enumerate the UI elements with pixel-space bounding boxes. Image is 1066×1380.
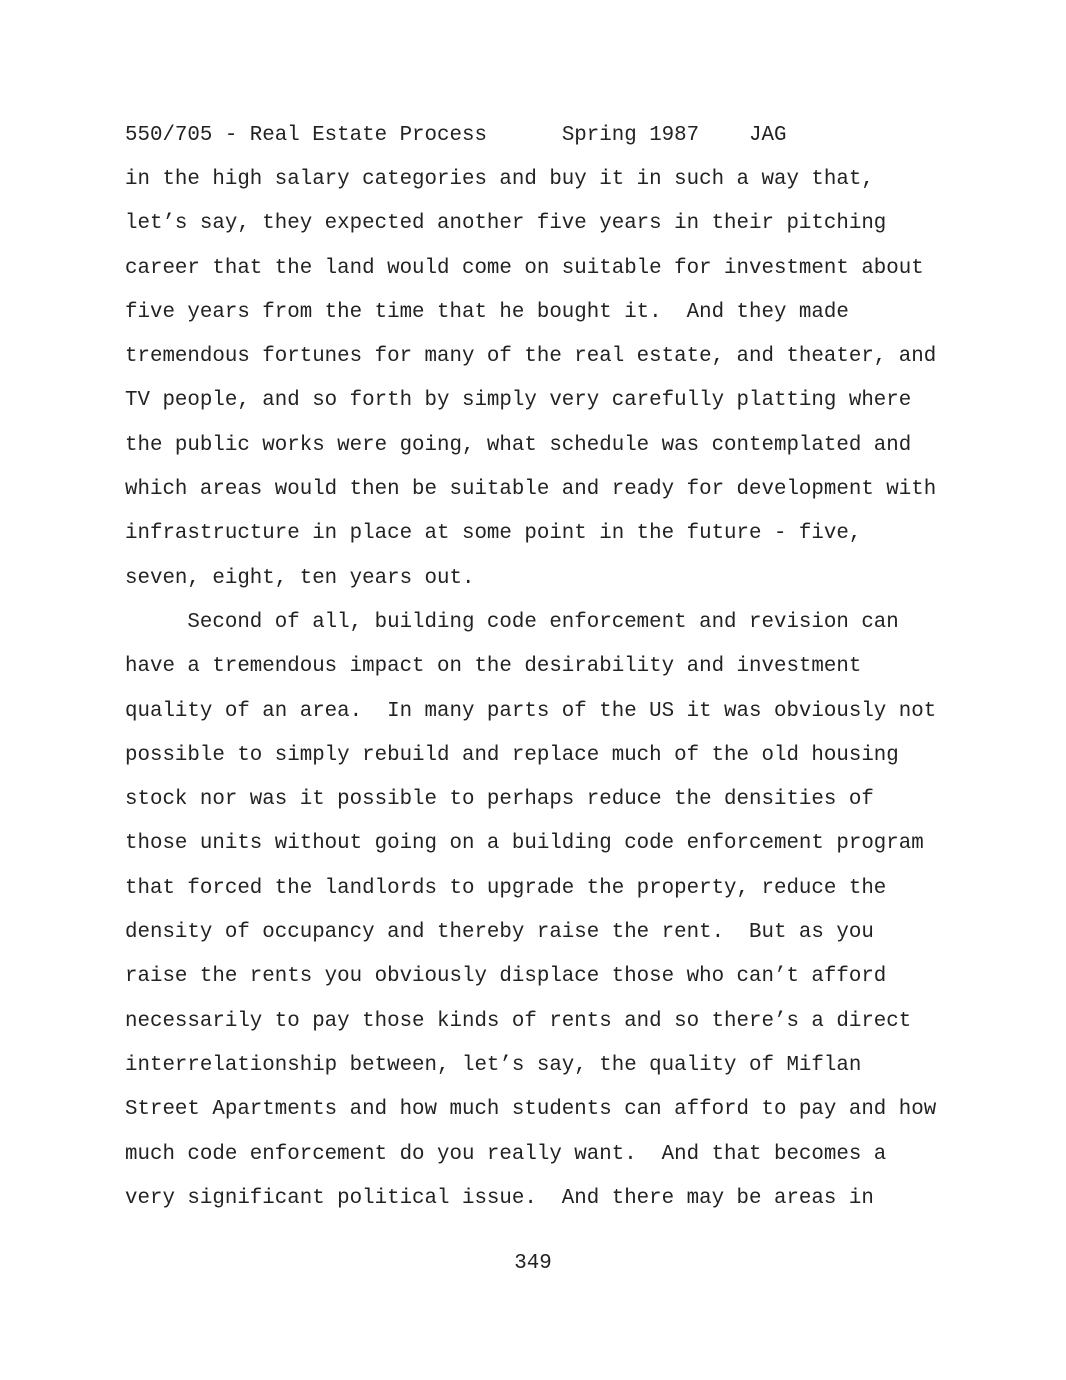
text-line: career that the land would come on suitable for investment about — [125, 256, 924, 280]
text-line: have a tremendous impact on the desirability and investment — [125, 655, 862, 679]
text-line: five years from the time that he bought it. And they made — [125, 300, 849, 324]
text-line: much code enforcement do you really want. And that becomes a — [125, 1142, 887, 1166]
text-line: density of occupancy and thereby raise the rent. But as you — [125, 921, 874, 945]
text-line: let’s say, they expected another five years in their pitching — [125, 212, 887, 236]
text-line: the public works were going, what schedule was contemplated and — [125, 433, 912, 457]
text-line: those units without going on a building code enforcement program — [125, 832, 924, 856]
text-line: stock nor was it possible to perhaps reduce the densities of — [125, 788, 874, 812]
text-line: very significant political issue. And there may be areas in — [125, 1186, 874, 1210]
text-line: that forced the landlords to upgrade the property, reduce the — [125, 876, 887, 900]
header-initials: JAG — [749, 124, 787, 147]
text-line: tremendous fortunes for many of the real estate, and theater, and — [125, 345, 937, 369]
text-line: Second of all, building code enforcement and revision can — [125, 610, 899, 634]
text-line: seven, eight, ten years out. — [125, 566, 475, 590]
header-course: 550/705 - Real Estate Process — [125, 124, 487, 147]
text-line: in the high salary categories and buy it in such a way that, — [125, 168, 874, 191]
text-line: quality of an area. In many parts of the US it was obviously not — [125, 699, 937, 723]
body-text — [125, 166, 955, 1229]
running-header — [125, 122, 787, 150]
text-line: which areas would then be suitable and ready for development with — [125, 478, 937, 502]
header-term: Spring 1987 — [561, 124, 700, 147]
text-line: raise the rents you obviously displace those who can’t afford — [125, 965, 887, 989]
text-line: infrastructure in place at some point in the future - five, — [125, 522, 862, 546]
text-line: TV people, and so forth by simply very carefully platting where — [125, 389, 912, 413]
text-line: possible to simply rebuild and replace much of the old housing — [125, 743, 899, 767]
text-line: interrelationship between, let’s say, the quality of Miflan — [125, 1053, 862, 1077]
text-line: Street Apartments and how much students can afford to pay and how — [125, 1098, 937, 1122]
page-number: 349 — [514, 1252, 552, 1275]
text-line: necessarily to pay those kinds of rents and so there’s a direct — [125, 1009, 912, 1033]
